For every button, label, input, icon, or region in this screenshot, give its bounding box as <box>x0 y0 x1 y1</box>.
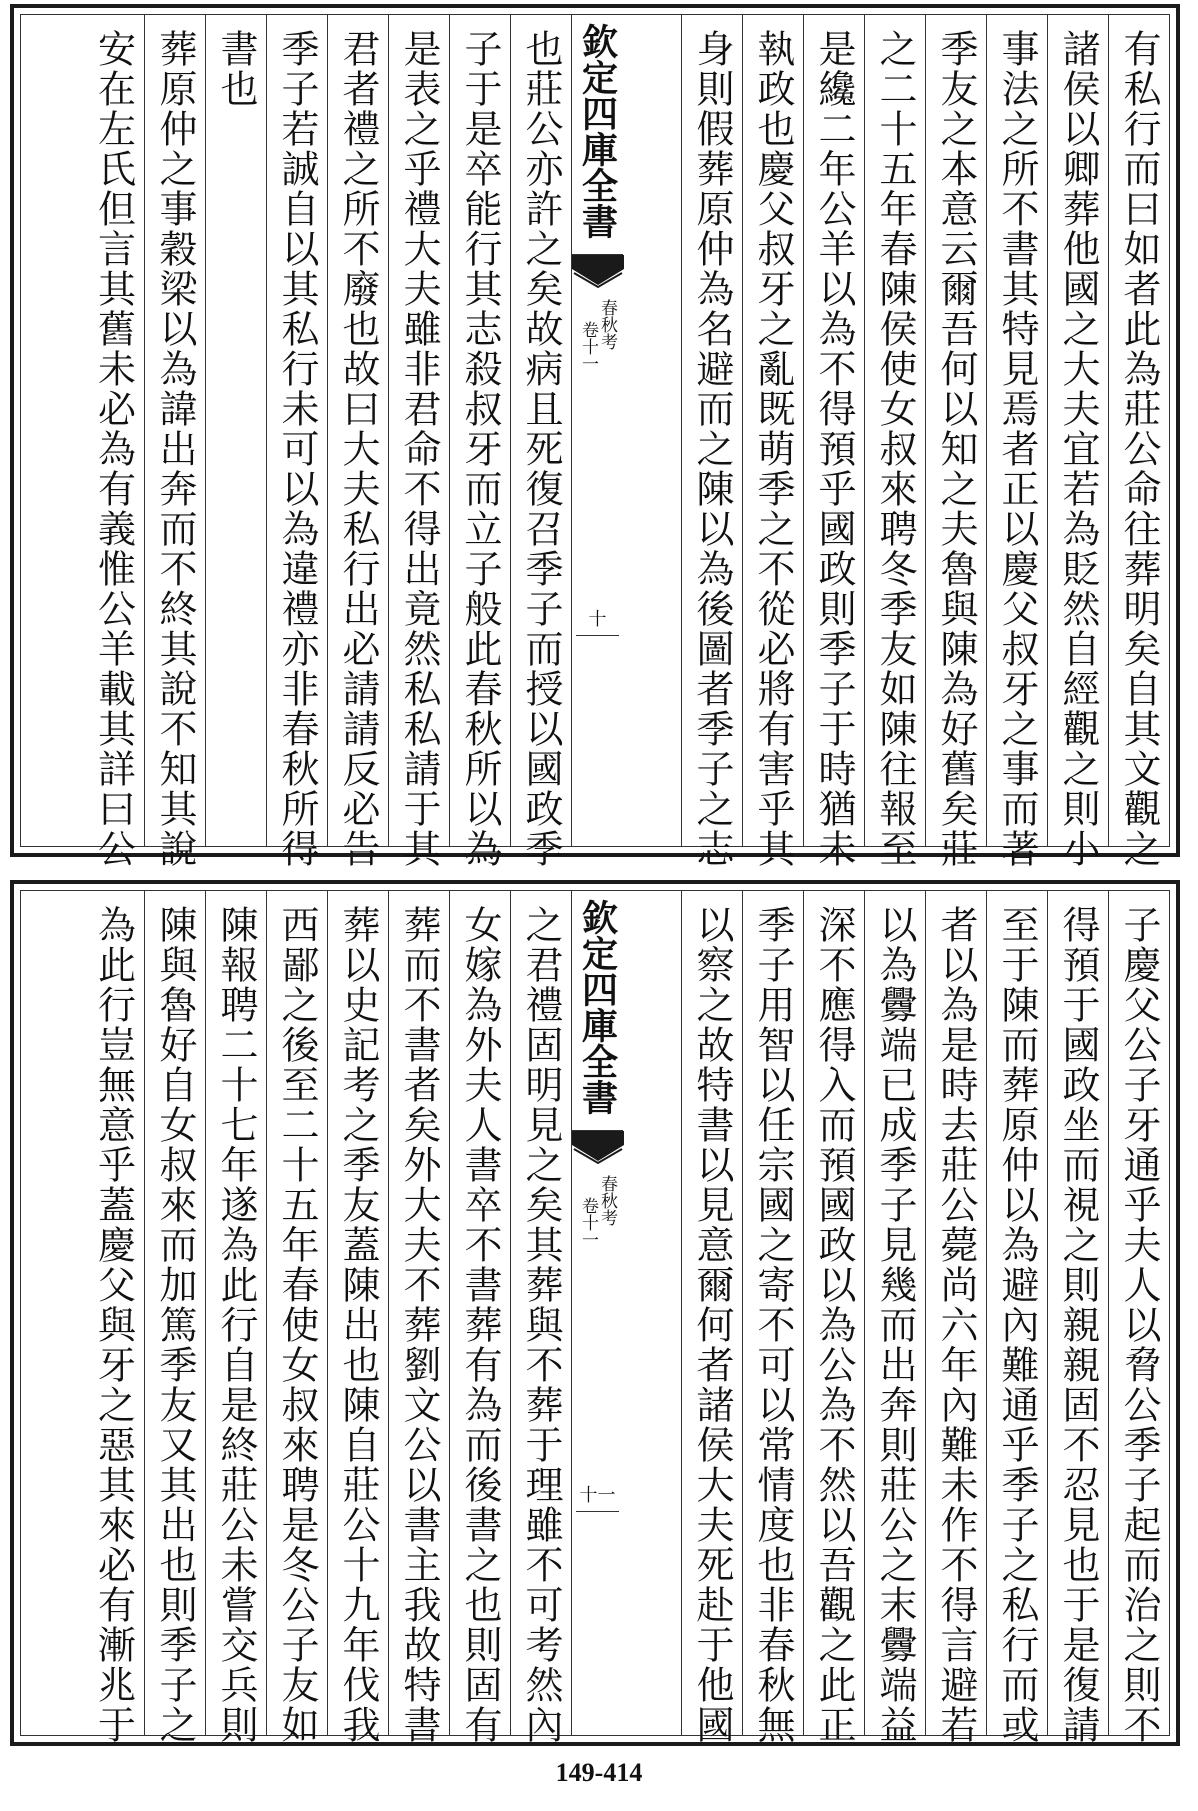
folio-top <box>10 4 1180 869</box>
fish-tail-ornament <box>572 255 624 289</box>
volume-label: 卷十一 <box>577 321 598 372</box>
text-column: 也莊公亦許之矣故病且死復召季子而授以國政季 <box>510 15 571 846</box>
text-column: 葬而不書者矣外大夫不葬劉文公以書主我故特書 <box>388 891 449 1735</box>
center-title: 欽定四庫全書 <box>572 891 623 1131</box>
text-column: 女嫁為外夫人書卒不書葬有為而後書之也則固有 <box>449 891 510 1735</box>
center-fold-bottom <box>571 891 623 1735</box>
leaf-rule <box>576 635 619 636</box>
text-column: 之君禮固明見之矣其葬與不葬于理雖不可考然內 <box>510 891 571 1735</box>
folio-bottom-frame <box>20 890 1170 1745</box>
text-column: 子慶父公子牙通乎夫人以脅公季子起而治之則不 <box>1108 891 1169 1735</box>
text-column: 有私行而曰如者此為莊公命往葬明矣自其文觀之 <box>1108 15 1169 846</box>
book-title: 春秋考 <box>596 1175 617 1226</box>
text-column: 事法之所不書其特見焉者正以慶父叔牙之事而著 <box>986 15 1047 846</box>
text-column: 葬以史記考之季友蓋陳出也陳自莊公十九年伐我 <box>327 891 388 1735</box>
leaf-number: 十一 <box>579 1485 616 1506</box>
text-column: 陳報聘二十七年遂為此行自是終莊公未嘗交兵則 <box>205 891 266 1735</box>
text-column: 以為釁端已成季子見幾而出奔則莊公之末釁端益 <box>864 891 925 1735</box>
folio-bottom-left-half <box>21 891 571 1745</box>
text-column: 得預于國政坐而視之則親親固不忍見也于是復請 <box>1047 891 1108 1735</box>
text-column: 身則假葬原仲為名避而之陳以為後圖者季子之志 <box>681 15 742 846</box>
text-column: 西鄙之後至二十五年春使女叔來聘是冬公子友如 <box>266 891 327 1735</box>
text-column: 是纔二年公羊以為不得預乎國政則季子于時猶未 <box>803 15 864 846</box>
folio-bottom <box>10 880 1180 1746</box>
text-column: 書也 <box>205 15 266 846</box>
text-column: 是表之乎禮大夫雖非君命不得出竟然私私請于其 <box>388 15 449 846</box>
text-column: 深不應得入而預國政以為公為不然以吾觀之此正 <box>803 891 864 1735</box>
text-column: 葬原仲之事穀梁以為諱出奔而不終其說不知其說 <box>144 15 205 846</box>
text-column: 之二十五年春陳侯使女叔來聘冬季友如陳往報至 <box>864 15 925 846</box>
text-column: 季子若誠自以其私行未可以為違禮亦非春秋所得 <box>266 15 327 846</box>
text-column: 季友之本意云爾吾何以知之夫魯與陳為好舊矣莊 <box>925 15 986 846</box>
text-column: 至于陳而葬原仲以為避內難通乎季子之私行而或 <box>986 891 1047 1735</box>
text-column: 陳與魯好自女叔來而加篤季友又其出也則季子之 <box>144 891 205 1735</box>
book-title: 春秋考 <box>596 299 617 350</box>
volume-label: 卷十一 <box>577 1197 598 1248</box>
text-column: 執政也慶父叔牙之亂既萌季之不從必將有害乎其 <box>742 15 803 846</box>
text-column: 為此行豈無意乎蓋慶父與牙之惡其來必有漸兆于 <box>91 905 136 1745</box>
folio-top-right-half <box>623 15 1169 869</box>
leaf-rule <box>576 1511 619 1512</box>
text-column: 者以為是時去莊公薨尚六年內難未作不得言避若 <box>925 891 986 1735</box>
leaf-number: 十 <box>588 609 607 630</box>
text-column: 君者禮之所不廢也故曰大夫私行出必請請反必告 <box>327 15 388 846</box>
fish-tail-ornament <box>572 1131 624 1165</box>
folio-bottom-right-half <box>623 891 1169 1745</box>
center-title: 欽定四庫全書 <box>572 15 623 255</box>
center-fold-top <box>571 15 623 846</box>
text-column: 諸侯以卿葬他國之大夫宜若為貶然自經觀之則小 <box>1047 15 1108 846</box>
text-column: 以察之故特書以見意爾何者諸侯大夫死赴于他國 <box>681 891 742 1735</box>
text-column: 安在左氏但言其舊未必為有義惟公羊載其詳曰公 <box>91 29 136 869</box>
folio-top-frame <box>20 14 1170 869</box>
folio-top-left-half <box>21 15 571 869</box>
text-column: 子于是卒能行其志殺叔牙而立子般此春秋所以為 <box>449 15 510 846</box>
text-column: 季子用智以任宗國之寄不可以常情度也非春秋無 <box>742 891 803 1735</box>
page-number: 149-414 <box>555 1758 643 1787</box>
